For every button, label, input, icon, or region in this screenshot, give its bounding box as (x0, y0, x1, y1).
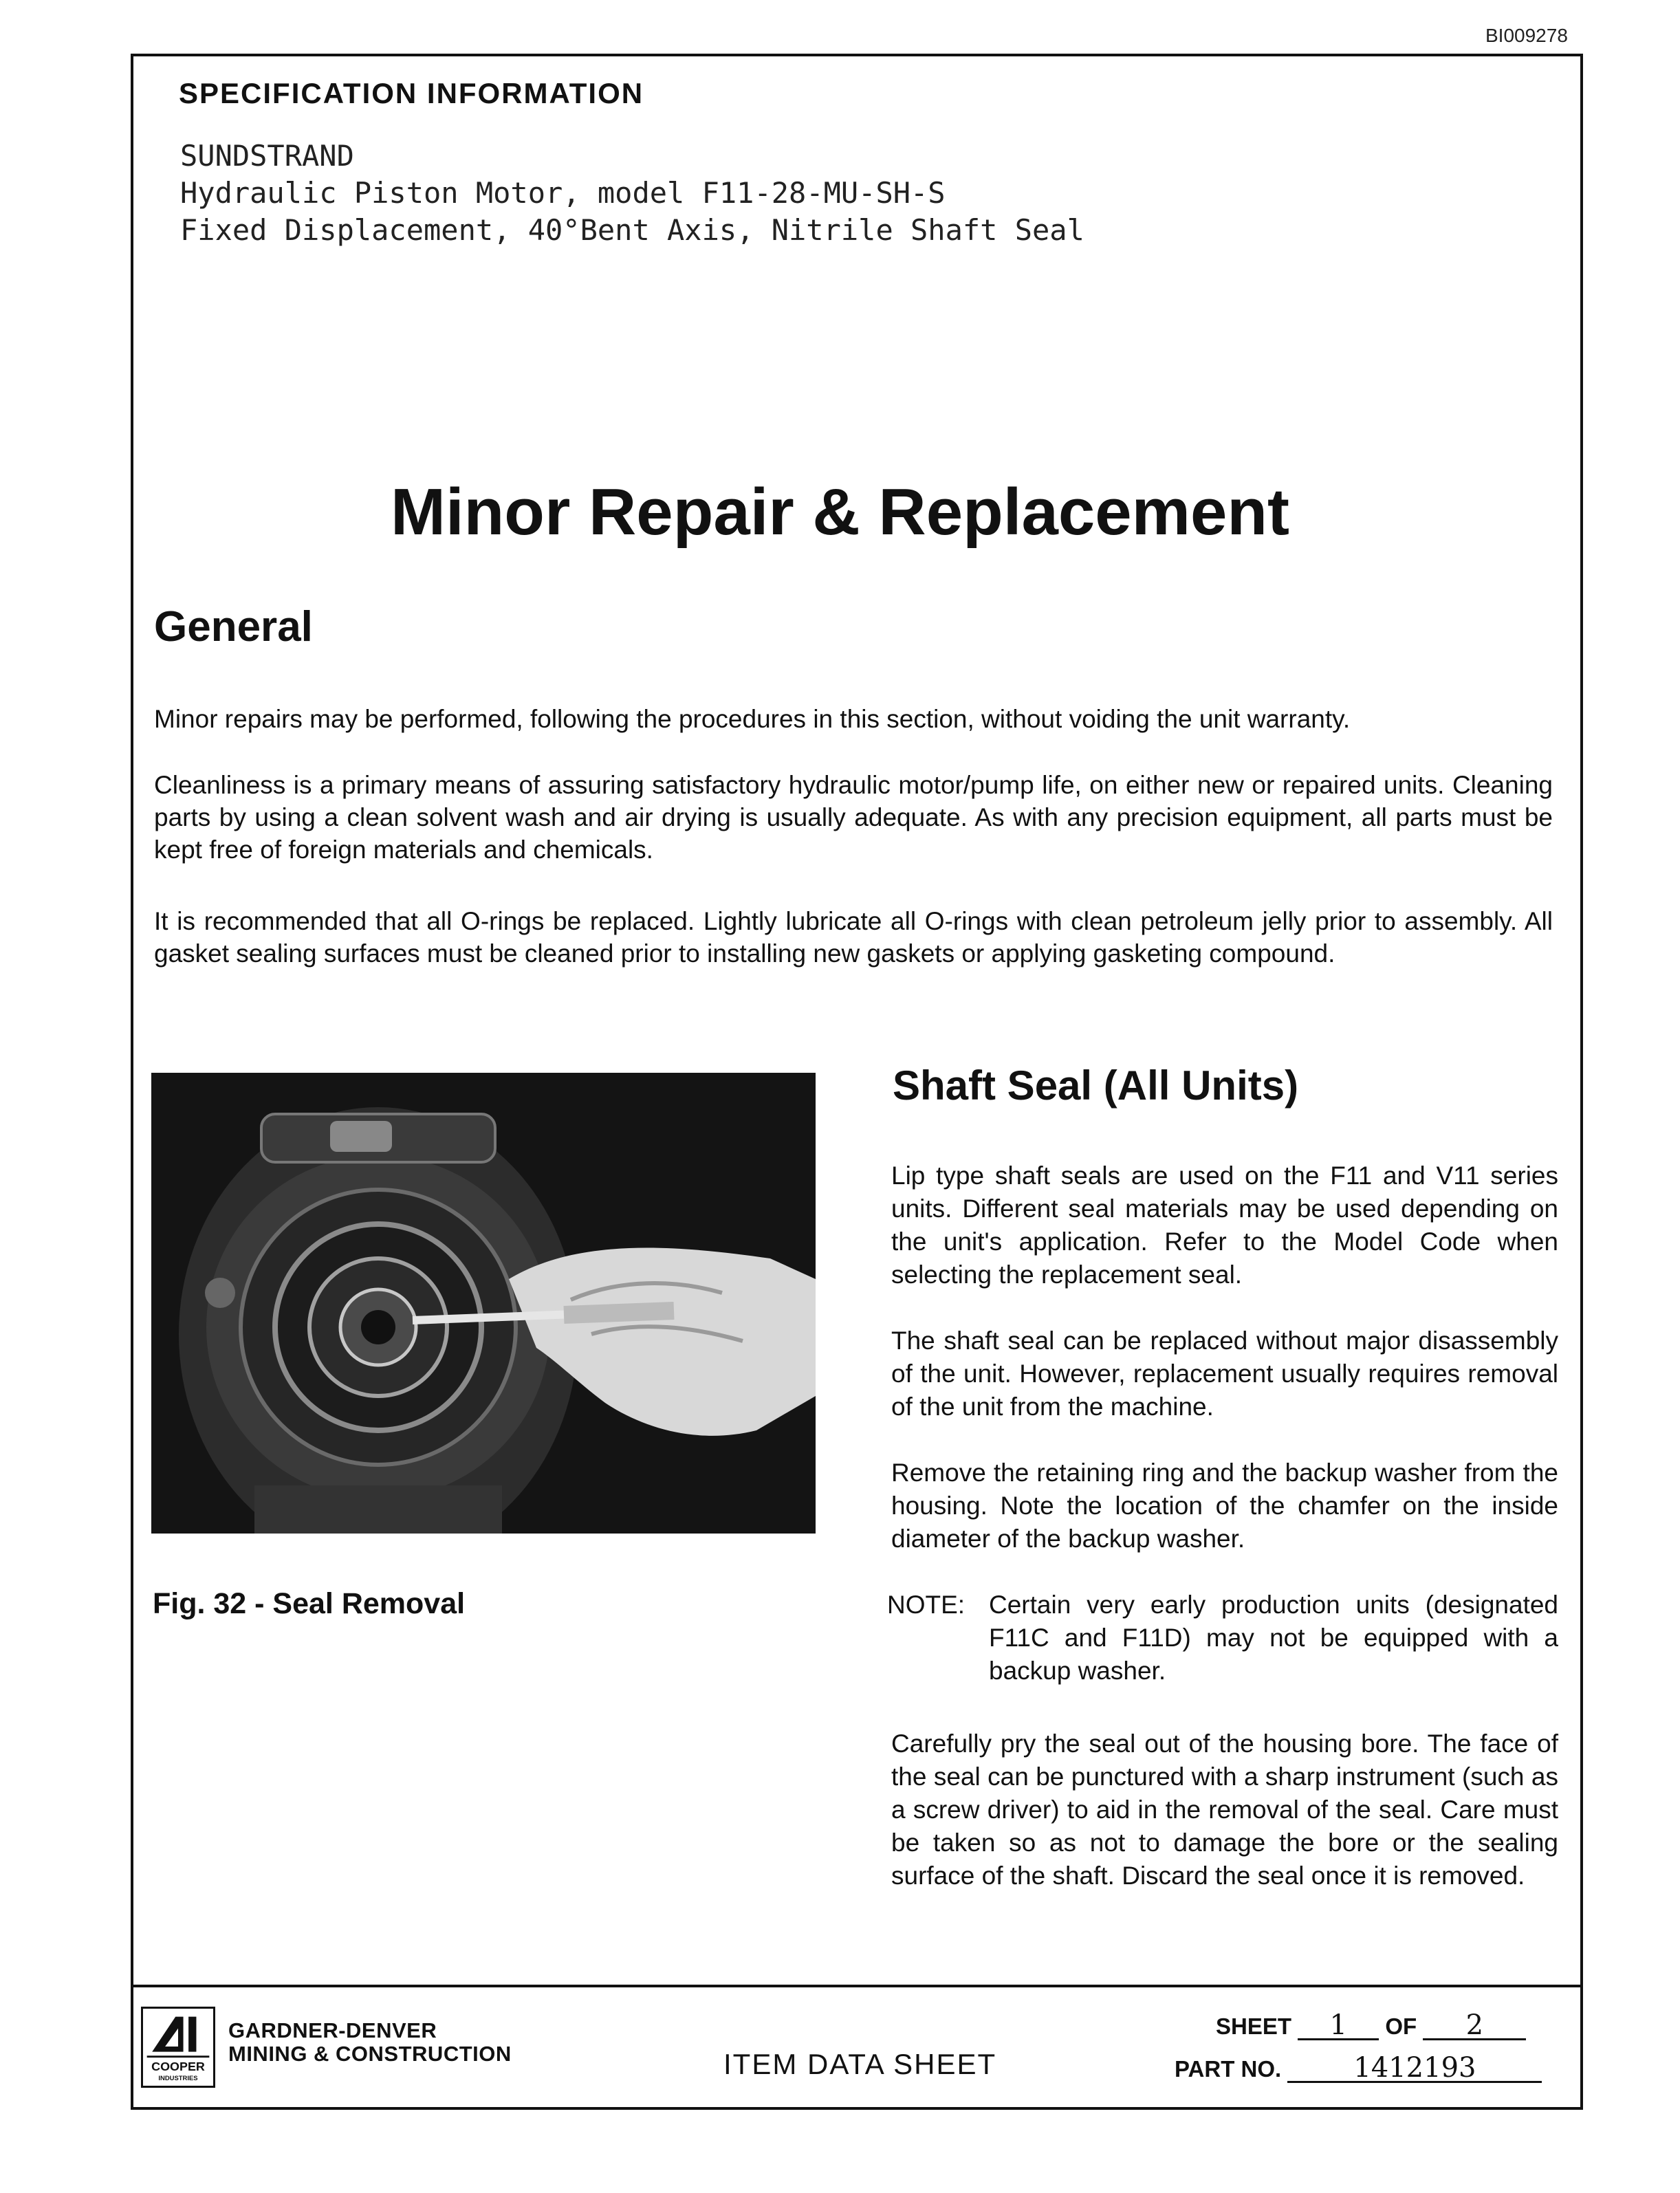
spec-lines (180, 138, 1084, 249)
item-data-sheet-label: ITEM DATA SHEET (723, 2048, 997, 2080)
cooper-logo (141, 2007, 215, 2088)
general-heading: General (154, 603, 313, 651)
shaft-seal-paragraph-3: Remove the retaining ring and the backup washer from the housing. Note the location of the chamfer on the inside diameter of the backup washer. (891, 1459, 1558, 1553)
sheet-number: 1 (1298, 2012, 1379, 2040)
general-paragraph-3: It is recommended that all O-rings be replaced. Lightly lubricate all O-rings with clean petroleum jelly prior to assembly. All gasket sealing surfaces must be cleaned prior to installing new gaskets or applying gasketing compound. (154, 907, 1553, 968)
figure-caption: Fig. 32 - Seal Removal (153, 1587, 466, 1620)
spec-line-description: Fixed Displacement, 40°Bent Axis, Nitrile Shaft Seal (180, 213, 1084, 247)
shaft-seal-paragraph-1: Lip type shaft seals are used on the F11 and V11 series units. Different seal materials may be used depending on the unit's application. Refer to the Model Code when selecting the replacement seal. (891, 1161, 1558, 1289)
shaft-seal-paragraph-2: The shaft seal can be replaced without major disassembly of the unit. However, replacement usually requires removal of the unit from the machine. (891, 1327, 1558, 1421)
part-number: 1412193 (1287, 2055, 1542, 2083)
of-label: OF (1385, 2014, 1417, 2039)
logo-wordmark: COOPER (151, 2060, 205, 2073)
seal-removal-photo (151, 1073, 816, 1534)
general-paragraph-1: Minor repairs may be performed, following the procedures in this section, without voiding the unit warranty. (154, 705, 1351, 733)
spec-line-model: Hydraulic Piston Motor, model F11-28-MU-SH-S (180, 176, 946, 210)
sheet-count (1216, 2009, 1526, 2041)
document-id: BI009278 (1485, 25, 1568, 46)
spec-title: SPECIFICATION INFORMATION (179, 77, 644, 109)
footer-divider (131, 1985, 1583, 1987)
cooper-logo-icon (143, 2009, 213, 2086)
note-text: Certain very early production units (designated F11C and F11D) may not be equipped with a backup washer. (989, 1591, 1558, 1685)
shaft-seal-paragraph-4: Carefully pry the seal out of the housing bore. The face of the seal can be punctured with a sharp instrument (such as a screw driver) to aid in the removal of the seal. Care must be taken so as not to damage the bore or the sealing surface of the shaft. Discard the seal once it is removed. (891, 1730, 1558, 1890)
logo-subtext: INDUSTRIES (158, 2075, 198, 2083)
note-label: NOTE: (887, 1591, 966, 1619)
sheet-total: 2 (1423, 2012, 1526, 2040)
page-title: Minor Repair & Replacement (391, 475, 1289, 549)
shaft-seal-heading: Shaft Seal (All Units) (893, 1062, 1299, 1109)
sheet-label: SHEET (1216, 2014, 1292, 2039)
general-paragraph-2: Cleanliness is a primary means of assuring satisfactory hydraulic motor/pump life, on either new or repaired units. Cleaning parts by using a clean solvent wash and air drying is usually adequate. As with any precision equipment, all parts must be kept free of foreign materials and chemicals. (154, 771, 1553, 864)
company-line-2: MINING & CONSTRUCTION (228, 2042, 512, 2066)
part-label: PART NO. (1175, 2056, 1282, 2082)
company-line-1: GARDNER-DENVER (228, 2018, 437, 2042)
part-number-line (1175, 2052, 1542, 2084)
seal-removal-illustration (151, 1073, 816, 1534)
spec-line-manufacturer: SUNDSTRAND (180, 139, 354, 173)
company-name (228, 2019, 512, 2066)
